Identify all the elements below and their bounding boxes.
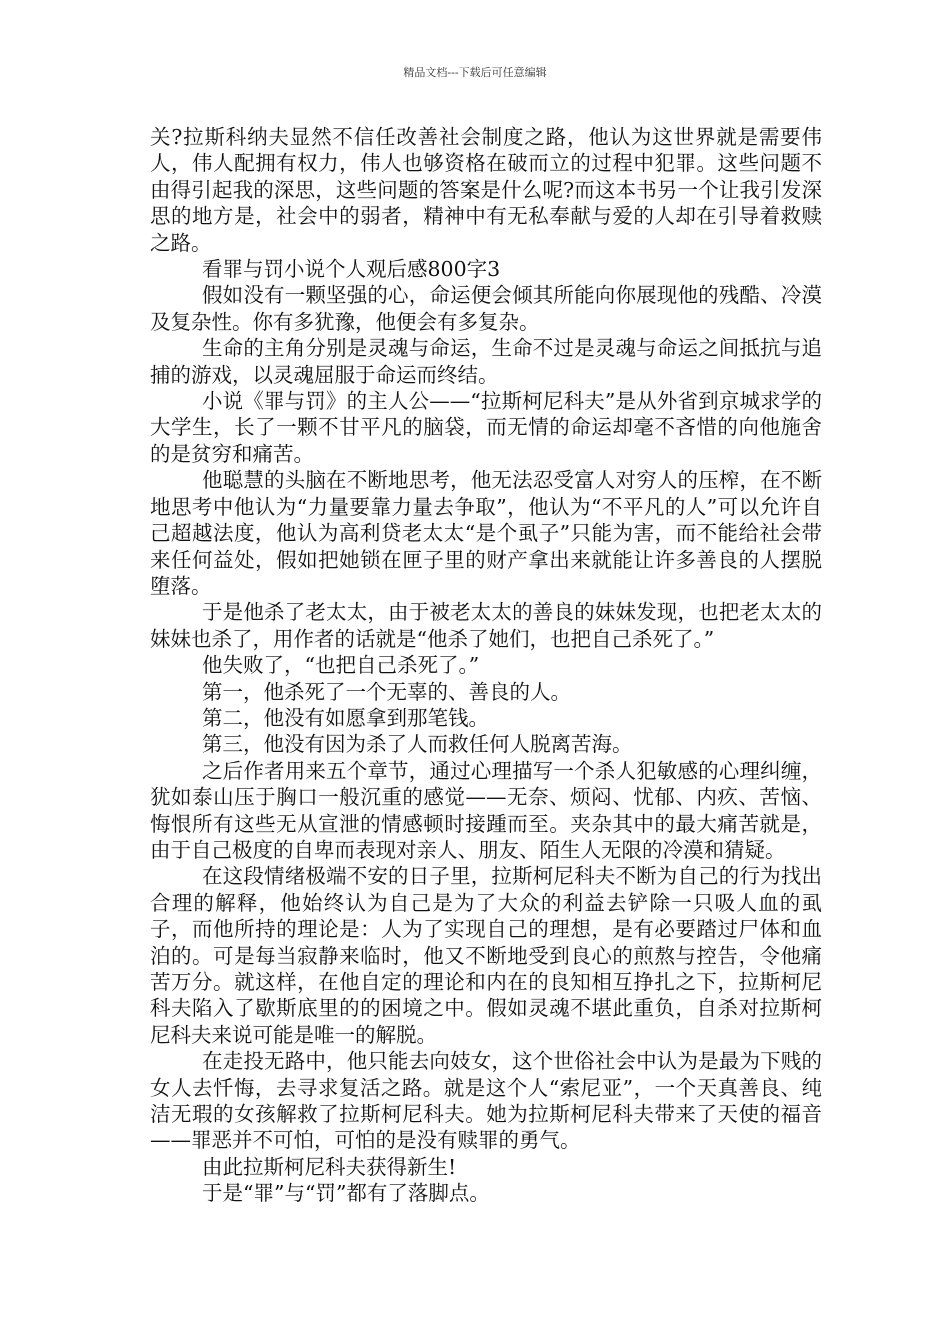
section-heading: 看罪与罚小说个人观后感800字3 [202, 257, 501, 282]
paragraph-9: 第一，他杀死了一个无辜的、善良的人。 [202, 679, 571, 704]
page-header: 精品文档---下载后可任意编辑 [403, 66, 547, 79]
paragraph-5: 小说《罪与罚》的主人公——“拉斯柯尼科夫”是从外省到京城求学的大学生，长了一颗不甘平凡的脑袋，而无情的命运却毫不吝惜的向他施舍的是贫穷和痛苦。 [150, 389, 822, 466]
paragraph-11: 第三，他没有因为杀了人而救任何人脱离苦海。 [202, 732, 633, 757]
paragraph-3: 假如没有一颗坚强的心，命运便会倾其所能向你展现他的残酷、冷漠及复杂性。你有多犹豫，他便会有多复杂。 [150, 283, 822, 334]
paragraph-7: 于是他杀了老太太，由于被老太太的善良的妹妹发现，也把老太太的妹妹也杀了，用作者的话就是“他杀了她们，也把自己杀死了。” [150, 600, 822, 651]
paragraph-6: 他聪慧的头脑在不断地思考，他无法忍受富人对穷人的压榨，在不断地思考中他认为“力量要靠力量去争取”，他认为“不平凡的人”可以允许自己超越法度，他认为高利贷老太太“是个虱子”只能为害，而不能给社会带来任何益处，假如把她锁在匣子里的财产拿出来就能让许多善良的人摆脱堕落。 [150, 468, 822, 598]
paragraph-4: 生命的主角分别是灵魂与命运，生命不过是灵魂与命运之间抵抗与追捕的游戏，以灵魂屈服于命运而终结。 [150, 336, 822, 387]
paragraph-8: 他失败了，“也把自己杀死了。” [202, 653, 480, 678]
paragraph-16: 于是“罪”与“罚”都有了落脚点。 [202, 1181, 490, 1206]
document-body [150, 124, 822, 1207]
paragraph-12: 之后作者用来五个章节，通过心理描写一个杀人犯敏感的心理纠缠，犹如泰山压于胸口一般沉重的感觉——无奈、烦闷、忧郁、内疚、苦恼、悔恨所有这些无从宣泄的情感顿时接踵而至。夹杂其中的最大痛苦就是，由于自己极度的自卑而表现对亲人、朋友、陌生人无限的冷漠和猜疑。 [150, 758, 822, 862]
paragraph-10: 第二，他没有如愿拿到那笔钱。 [202, 705, 489, 730]
paragraph-13: 在这段情绪极端不安的日子里，拉斯柯尼科夫不断为自己的行为找出合理的解释，他始终认为自己是为了大众的利益去铲除一只吸人血的虱子，而他所持的理论是：人为了实现自己的理想，是有必要踏过尸体和血泊的。可是每当寂静来临时，他又不断地受到良心的煎熬与控告，令他痛苦万分。就这样，在他自定的理论和内在的良知相互挣扎之下，拉斯柯尼科夫陷入了歇斯底里的的困境之中。假如灵魂不堪此重负，自杀对拉斯柯尼科夫来说可能是唯一的解脱。 [150, 864, 822, 1047]
paragraph-1: 关?拉斯科纳夫显然不信任改善社会制度之路，他认为这世界就是需要伟人，伟人配拥有权力，伟人也够资格在破而立的过程中犯罪。这些问题不由得引起我的深思，这些问题的答案是什么呢?而这本书另一个让我引发深思的地方是，社会中的弱者，精神中有无私奉献与爱的人却在引导着救赎之路。 [150, 125, 822, 255]
paragraph-15: 由此拉斯柯尼科夫获得新生! [202, 1154, 457, 1179]
paragraph-14: 在走投无路中，他只能去向妓女，这个世俗社会中认为是最为下贱的女人去忏悔，去寻求复活之路。就是这个人“索尼亚”，一个天真善良、纯洁无瑕的女孩解救了拉斯柯尼科夫。她为拉斯柯尼科夫带来了天使的福音——罪恶并不可怕，可怕的是没有赎罪的勇气。 [150, 1049, 822, 1153]
